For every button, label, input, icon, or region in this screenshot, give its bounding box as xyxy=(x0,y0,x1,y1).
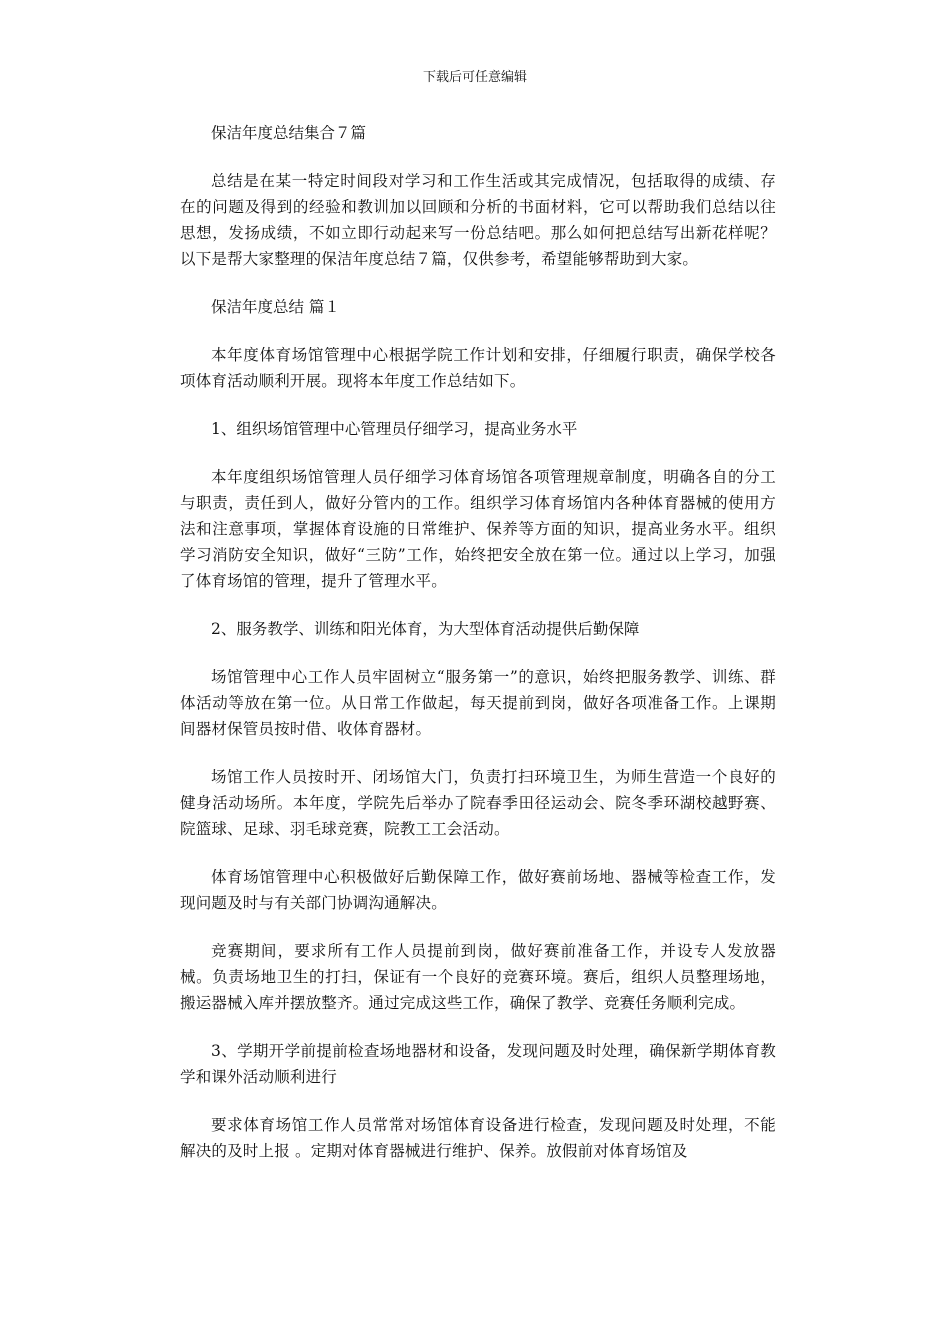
paragraph-2: 本年度组织场馆管理人员仔细学习体育场馆各项管理规章制度，明确各自的分工与职责，责任到人，做好分管内的工作。组织学习体育场馆内各种体育器械的使用方法和注意事项，掌握体育设施的日常维护、保养等方面的知识，提高业务水平。组织学习消防安全知识，做好“三防”工作，始终把安全放在第一位。通过以上学习，加强了体育场馆的管理，提升了管理水平。 xyxy=(180,468,776,590)
paragraph-4: 场馆工作人员按时开、闭场馆大门，负责打扫环境卫生，为师生营造一个良好的健身活动场所。本年度，学院先后举办了院春季田径运动会、院冬季环湖校越野赛、院篮球、足球、羽毛球竞赛，院教工工会活动。 xyxy=(180,768,776,838)
page-header: 下载后可任意编辑 xyxy=(422,70,527,85)
paragraph-3: 场馆管理中心工作人员牢固树立“服务第一”的意识，始终把服务教学、训练、群体活动等放在第一位。从日常工作做起，每天提前到岗，做好各项准备工作。上课期间器材保管员按时借、收体育器材。 xyxy=(180,668,776,738)
subheading-3: 3、学期开学前提前检查场地器材和设备，发现问题及时处理，确保新学期体育教学和课外活动顺利进行 xyxy=(180,1042,776,1086)
paragraph-6: 竞赛期间，要求所有工作人员提前到岗，做好赛前准备工作，并设专人发放器械。负责场地卫生的打扫，保证有一个良好的竞赛环境。赛后，组织人员整理场地，搬运器械入库并摆放整齐。通过完成这些工作，确保了教学、竞赛任务顺利完成。 xyxy=(180,942,776,1012)
paragraph-7: 要求体育场馆工作人员常常对场馆体育设备进行检查，发现问题及时处理，不能解决的及时上报 。定期对体育器械进行维护、保养。放假前对体育场馆及 xyxy=(180,1116,776,1160)
subheading-1: 1、组织场馆管理中心管理员仔细学习，提高业务水平 xyxy=(211,420,578,438)
paragraph-1: 本年度体育场馆管理中心根据学院工作计划和安排，仔细履行职责，确保学校各项体育活动顺利开展。现将本年度工作总结如下。 xyxy=(180,346,776,390)
subheading-2: 2、服务教学、训练和阳光体育，为大型体育活动提供后勤保障 xyxy=(211,620,640,638)
section-title: 保洁年度总结 篇１ xyxy=(211,298,340,316)
document-title: 保洁年度总结集合７篇 xyxy=(211,124,367,142)
intro-paragraph: 总结是在某一特定时间段对学习和工作生活或其完成情况，包括取得的成绩、存在的问题及得到的经验和教训加以回顾和分析的书面材料，它可以帮助我们总结以往思想，发扬成绩，不如立即行动起来写一份总结吧。那么如何把总结写出新花样呢？以下是帮大家整理的保洁年度总结７篇，仅供参考，希望能够帮助到大家。 xyxy=(180,172,776,268)
document-body xyxy=(180,120,776,1186)
paragraph-5: 体育场馆管理中心积极做好后勤保障工作，做好赛前场地、器械等检查工作，发现问题及时与有关部门协调沟通解决。 xyxy=(180,868,776,912)
